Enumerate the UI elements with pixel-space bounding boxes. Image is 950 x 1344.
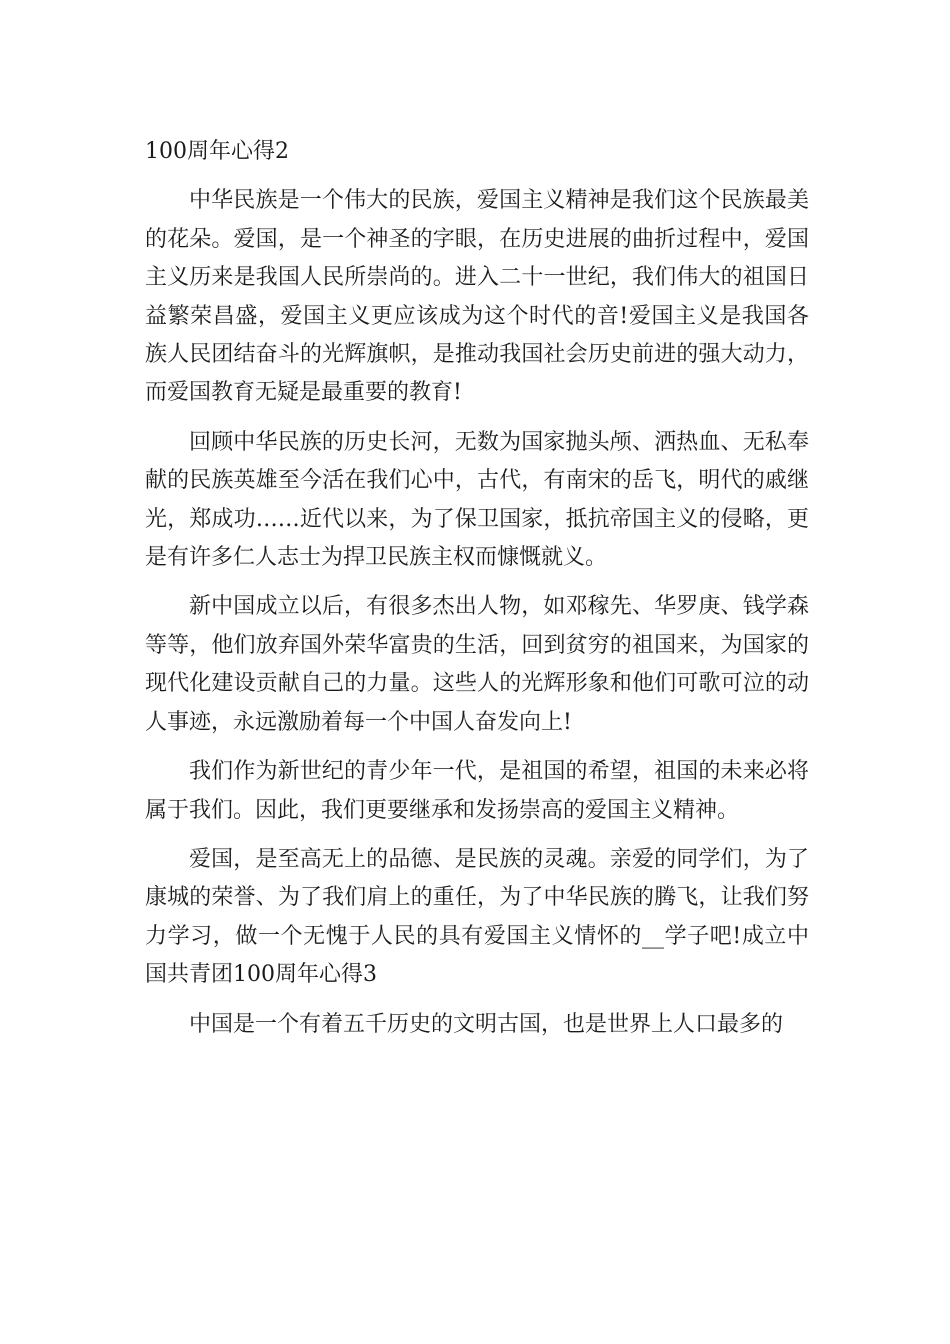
document-page [145,133,809,1055]
paragraph-1: 中华民族是一个伟大的民族，爱国主义精神是我们这个民族最美的花朵。爱国，是一个神圣的字眼，在历史进展的曲折过程中，爱国主义历来是我国人民所崇尚的。进入二十一世纪，我们伟大的祖国日益繁荣昌盛，爱国主义更应该成为这个时代的音!爱国主义是我国各族人民团结奋斗的光辉旗帜，是推动我国社会历史前进的强大动力，而爱国教育无疑是最重要的教育! [145,188,809,406]
paragraph-2: 回顾中华民族的历史长河，无数为国家抛头颅、洒热血、无私奉献的民族英雄至今活在我们心中，古代，有南宋的岳飞，明代的戚继光，郑成功……近代以来，为了保卫国家，抵抗帝国主义的侵略，更是有许多仁人志士为捍卫民族主权而慷慨就义。 [145,429,809,571]
paragraph-4: 我们作为新世纪的青少年一代，是祖国的希望，祖国的未来必将属于我们。因此，我们更要继承和发扬崇高的爱国主义精神。 [145,759,809,823]
paragraph-3: 新中国成立以后，有很多杰出人物，如邓稼先、华罗庚、钱学森等等，他们放弃国外荣华富贵的生活，回到贫穷的祖国来，为国家的现代化建设贡献自己的力量。这些人的光辉形象和他们可歌可泣的动人事迹，永远激励着每一个中国人奋发向上! [145,594,809,735]
section-heading: 100周年心得2 [145,139,289,164]
paragraph-5: 爱国，是至高无上的品德、是民族的灵魂。亲爱的同学们，为了康城的荣誉、为了我们肩上的重任，为了中华民族的腾飞，让我们努力学习，做一个无愧于人民的具有爱国主义情怀的__学子吧!成立中国共青团100周年心得3 [145,846,809,988]
paragraph-6: 中国是一个有着五千历史的文明古国，也是世界上人口最多的 [189,1011,784,1037]
